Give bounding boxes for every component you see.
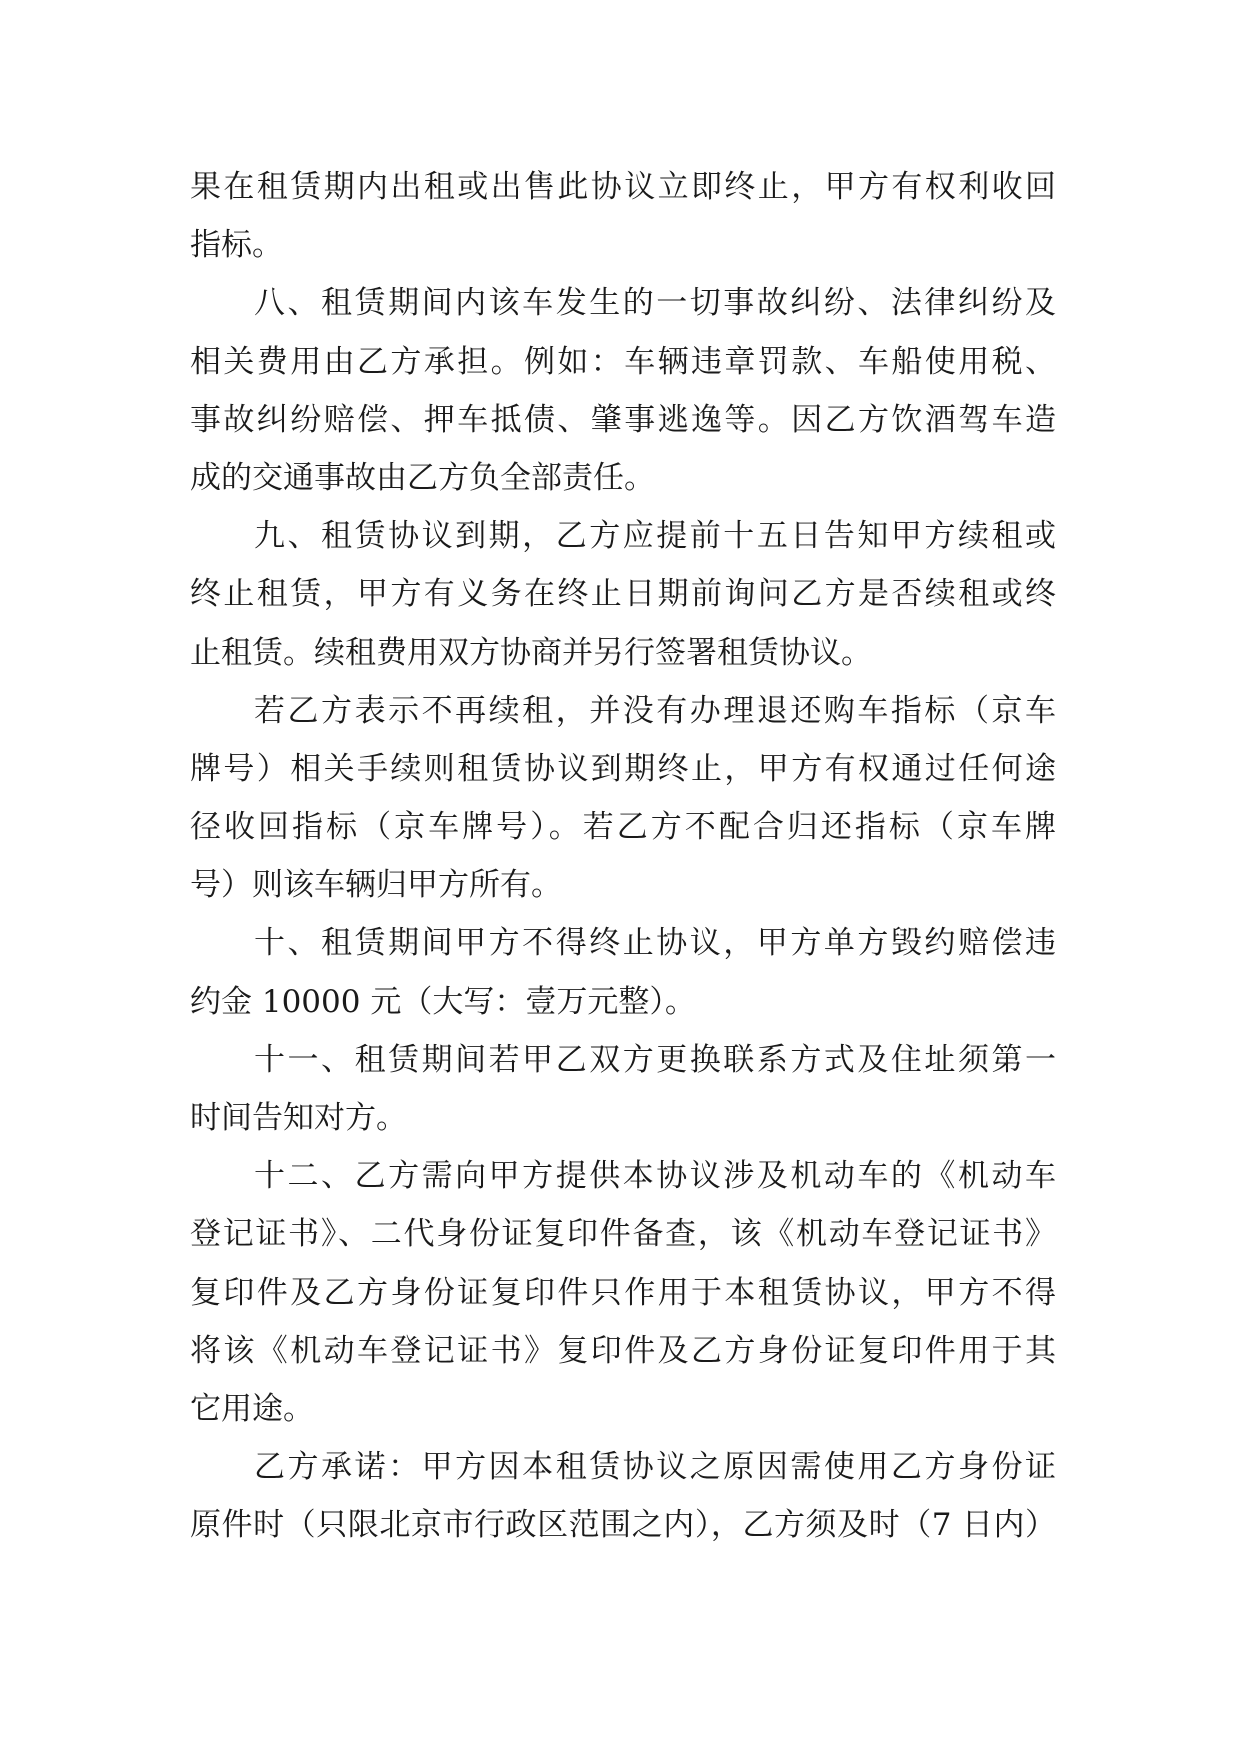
text-line: 事故纠纷赔偿、押车抵债、肇事逃逸等。因乙方饮酒驾车造 xyxy=(190,401,1056,438)
text-line: 乙方承诺：甲方因本租赁协议之原因需使用乙方身份证 xyxy=(254,1449,1056,1486)
text-line: 号）则该车辆归甲方所有。 xyxy=(190,867,562,904)
text-line: 果在租赁期内出租或出售此协议立即终止，甲方有权利收回 xyxy=(190,169,1056,205)
text-line: 指标。 xyxy=(190,227,283,264)
text-line: 九、租赁协议到期，乙方应提前十五日告知甲方续租或 xyxy=(254,518,1056,555)
text-line: 原件时（只限北京市行政区范围之内），乙方须及时（7 日内） xyxy=(190,1507,1056,1544)
text-line: 登记证书》、二代身份证复印件备查，该《机动车登记证书》 xyxy=(190,1216,1056,1253)
text-line: 十一、租赁期间若甲乙双方更换联系方式及住址须第一 xyxy=(254,1041,1056,1078)
text-line: 时间告知对方。 xyxy=(190,1100,407,1136)
text-line: 十、租赁期间甲方不得终止协议，甲方单方毁约赔偿违 xyxy=(254,925,1056,962)
text-line: 复印件及乙方身份证复印件只作用于本租赁协议，甲方不得 xyxy=(190,1274,1056,1311)
text-line: 终止租赁，甲方有义务在终止日期前询问乙方是否续租或终 xyxy=(190,576,1056,613)
text-line: 牌号）相关手续则租赁协议到期终止，甲方有权通过任何途 xyxy=(190,750,1056,787)
text-line: 径收回指标（京车牌号）。若乙方不配合归还指标（京车牌 xyxy=(190,809,1056,846)
text-line: 八、租赁期间内该车发生的一切事故纠纷、法律纠纷及 xyxy=(254,285,1056,322)
text-line: 止租赁。续租费用双方协商并另行签署租赁协议。 xyxy=(190,634,872,671)
text-line: 相关费用由乙方承担。例如：车辆违章罚款、车船使用税、 xyxy=(190,343,1056,380)
text-line: 成的交通事故由乙方负全部责任。 xyxy=(190,459,655,496)
text-line: 若乙方表示不再续租，并没有办理退还购车指标（京车 xyxy=(254,692,1056,729)
text-line: 十二、乙方需向甲方提供本协议涉及机动车的《机动车 xyxy=(254,1158,1056,1195)
text-line: 将该《机动车登记证书》复印件及乙方身份证复印件用于其 xyxy=(190,1332,1056,1369)
text-line: 它用途。 xyxy=(190,1390,314,1427)
text-line: 约金 10000 元（大写：壹万元整）。 xyxy=(190,983,696,1020)
document-body xyxy=(190,158,1056,1555)
